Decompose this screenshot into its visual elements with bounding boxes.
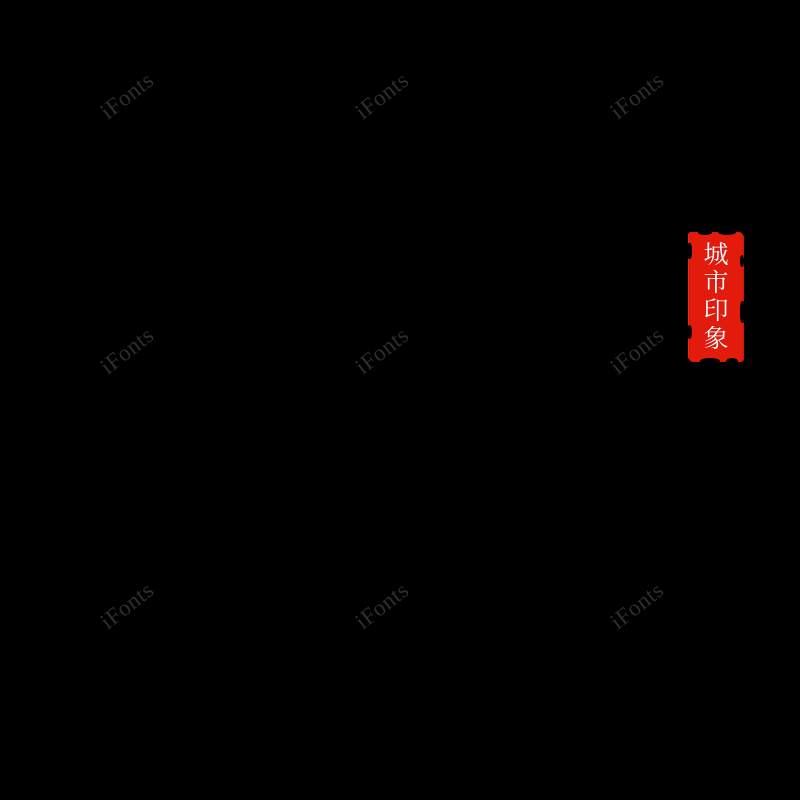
watermark-label: iFonts xyxy=(95,322,159,380)
city-impression-seal xyxy=(690,233,742,361)
watermark-label: iFonts xyxy=(95,67,159,125)
seal-character-2: 市 xyxy=(703,267,729,297)
watermark-label: iFonts xyxy=(605,322,669,380)
watermark-label: iFonts xyxy=(350,577,414,635)
seal-character-1: 城 xyxy=(703,239,729,269)
watermark-label: iFonts xyxy=(605,577,669,635)
watermark-label: iFonts xyxy=(95,577,159,635)
watermark-label: iFonts xyxy=(350,67,414,125)
watermark-label: iFonts xyxy=(605,67,669,125)
seal-text xyxy=(690,233,742,361)
watermark-label: iFonts xyxy=(350,322,414,380)
seal-character-4: 象 xyxy=(703,324,729,354)
seal-character-3: 印 xyxy=(703,296,729,325)
